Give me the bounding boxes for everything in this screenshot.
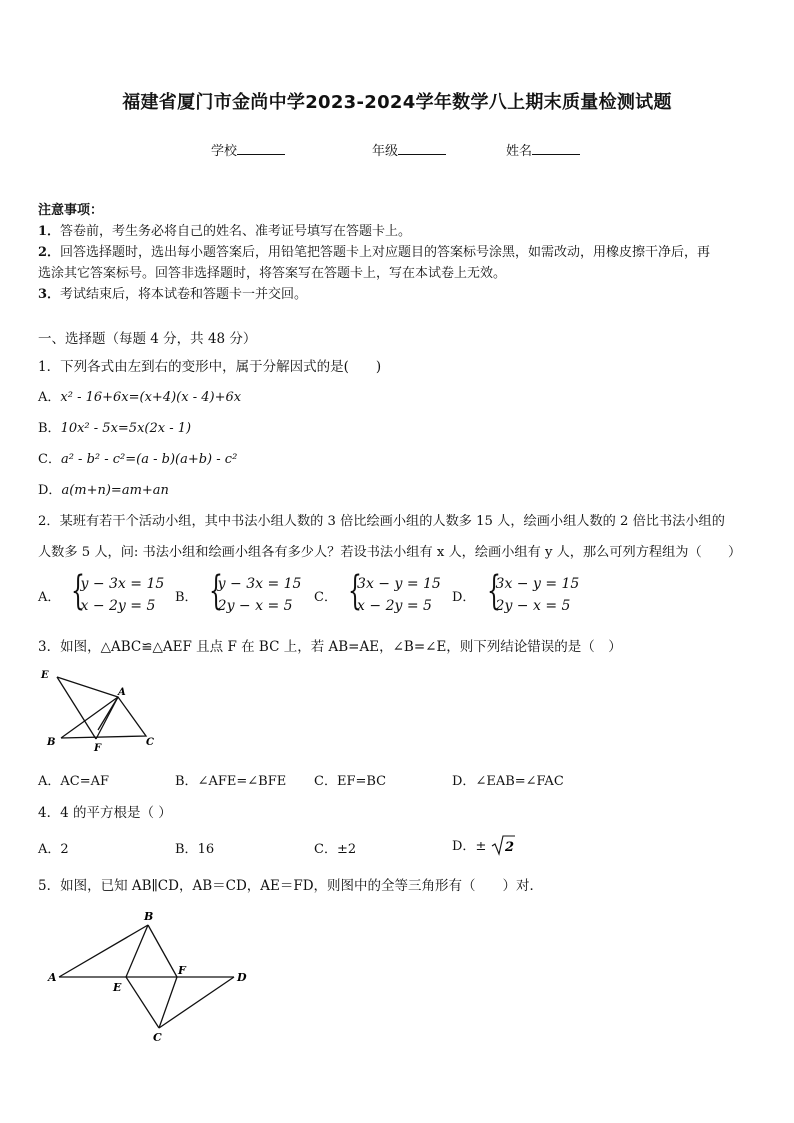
school-label: 学校 — [211, 144, 238, 159]
school-blank[interactable] — [237, 142, 285, 155]
line-ec — [126, 977, 159, 1028]
q2-option-a[interactable]: A． { y − 3x = 15 x − 2y = 5 — [38, 573, 164, 617]
notice-item: 1．答卷前，考生务必将自己的姓名、准考证号填写在答题卡上。 — [38, 224, 412, 239]
sqrt-radicand: 2 — [505, 840, 515, 855]
q2-stem-line2: 人数多 5 人，问: 书法小组和绘画小组各有多少人？若设书法小组有 x 人，绘画小组有 y 人，那么可列方程组为（ ） — [38, 545, 742, 560]
q2-stem-line1: 2．某班有若干个活动小组，其中书法小组人数的 3 倍比绘画小组的人数多 15 人，绘画小组人数的 2 倍比书法小组的 — [38, 514, 725, 529]
q1-option-b-text: 10x² - 5x=5x(2x - 1) — [60, 421, 192, 436]
page-title: 福建省厦门市金尚中学2023-2024学年数学八上期末质量检测试题 — [122, 92, 672, 113]
q3-option-c[interactable]: C．EF=BC — [314, 774, 387, 789]
q3-option-b[interactable]: B．∠AFE=∠BFE — [175, 774, 287, 789]
label-a: A — [48, 971, 57, 984]
q5-stem: 5．如图，已知 AB∥CD，AB＝CD，AE＝FD，则图中的全等三角形有（ ）对． — [38, 878, 544, 894]
label-a: A — [118, 687, 126, 698]
q2-option-d[interactable]: D． { 3x − y = 15 2y − x = 5 — [452, 573, 579, 617]
equation-system: { 3x − y = 15 2y − x = 5 — [486, 568, 580, 614]
q3-option-a[interactable]: A．AC=AF — [38, 774, 110, 789]
q1-option-a-text: x² - 16+6x=(x+4)(x - 4)+6x — [60, 390, 242, 405]
line-be — [126, 925, 148, 977]
name-label: 姓名 — [506, 144, 533, 159]
line-inner — [98, 697, 118, 730]
equation-system: { 3x − y = 15 x − 2y = 5 — [348, 568, 441, 614]
notice-heading: 注意事项： — [38, 203, 104, 218]
q3-triangle-figure — [38, 660, 168, 755]
q3-option-d[interactable]: D．∠EAB=∠FAC — [452, 774, 564, 789]
q4-option-b[interactable]: B．16 — [175, 842, 215, 857]
q1-stem: 1．下列各式由左到右的变形中，属于分解因式的是( ) — [38, 359, 382, 375]
grade-field[interactable] — [372, 140, 446, 159]
line-ab — [59, 925, 148, 977]
label-e: E — [113, 981, 122, 994]
q2-option-b[interactable]: B． { y − 3x = 15 2y − x = 5 — [175, 573, 301, 617]
q1-option-a[interactable]: A．x² - 16+6x=(x+4)(x - 4)+6x — [38, 390, 242, 405]
notice-item: 2．回答选择题时，选出每小题答案后，用铅笔把答题卡上对应题目的答案标号涂黑，如需改动，用橡皮擦干净后，再 — [38, 245, 711, 260]
grade-label: 年级 — [372, 144, 399, 159]
label-c: C — [153, 1031, 162, 1044]
label-f: F — [178, 964, 186, 977]
notice-item: 3．考试结束后，将本试卷和答题卡一并交回。 — [38, 287, 308, 302]
q2-option-c[interactable]: C． { 3x − y = 15 x − 2y = 5 — [314, 573, 441, 617]
equation-system: { y − 3x = 15 x − 2y = 5 — [71, 568, 165, 614]
grade-blank[interactable] — [398, 142, 446, 155]
label-b: B — [144, 910, 154, 923]
q5-parallelogram-figure — [38, 905, 268, 1045]
equation-system: { y − 3x = 15 2y − x = 5 — [208, 568, 302, 614]
q4-stem: 4．4 的平方根是（ ） — [38, 805, 172, 821]
q4-option-a[interactable]: A．2 — [38, 842, 69, 857]
section-heading: 一、选择题（每题 4 分，共 48 分） — [38, 331, 257, 347]
label-d: D — [237, 971, 247, 984]
line-cd — [159, 977, 234, 1028]
line-ea — [57, 677, 118, 697]
label-e: E — [41, 670, 49, 681]
label-c: C — [146, 737, 154, 748]
q4-option-d[interactable]: D．± 2 — [452, 834, 516, 856]
line-bf — [148, 925, 177, 977]
sqrt-symbol — [490, 834, 516, 856]
q1-option-c-text: a² - b² - c²=(a - b)(a+b) - c² — [60, 452, 238, 467]
notice-block — [38, 200, 758, 305]
q1-option-c[interactable]: C．a² - b² - c²=(a - b)(a+b) - c² — [38, 452, 238, 467]
q4-option-c[interactable]: C．±2 — [314, 842, 357, 857]
q1-option-d-text: a(m+n)=am+an — [61, 483, 169, 498]
school-field[interactable] — [211, 140, 285, 159]
label-b: B — [47, 737, 56, 748]
label-f: F — [94, 743, 102, 754]
q1-option-d[interactable]: D．a(m+n)=am+an — [38, 483, 169, 498]
notice-item: 选涂其它答案标号。回答非选择题时，将答案写在答题卡上，写在本试卷上无效。 — [38, 266, 507, 281]
name-field[interactable] — [506, 140, 580, 159]
line-ef — [57, 677, 96, 739]
q1-option-b[interactable]: B．10x² - 5x=5x(2x - 1) — [38, 421, 192, 436]
q3-stem: 3．如图，△ABC≌△AEF 且点 F 在 BC 上，若 AB=AE，∠B=∠E，则下列结论错误的是（ ） — [38, 639, 622, 655]
line-fc — [159, 977, 177, 1028]
name-blank[interactable] — [532, 142, 580, 155]
